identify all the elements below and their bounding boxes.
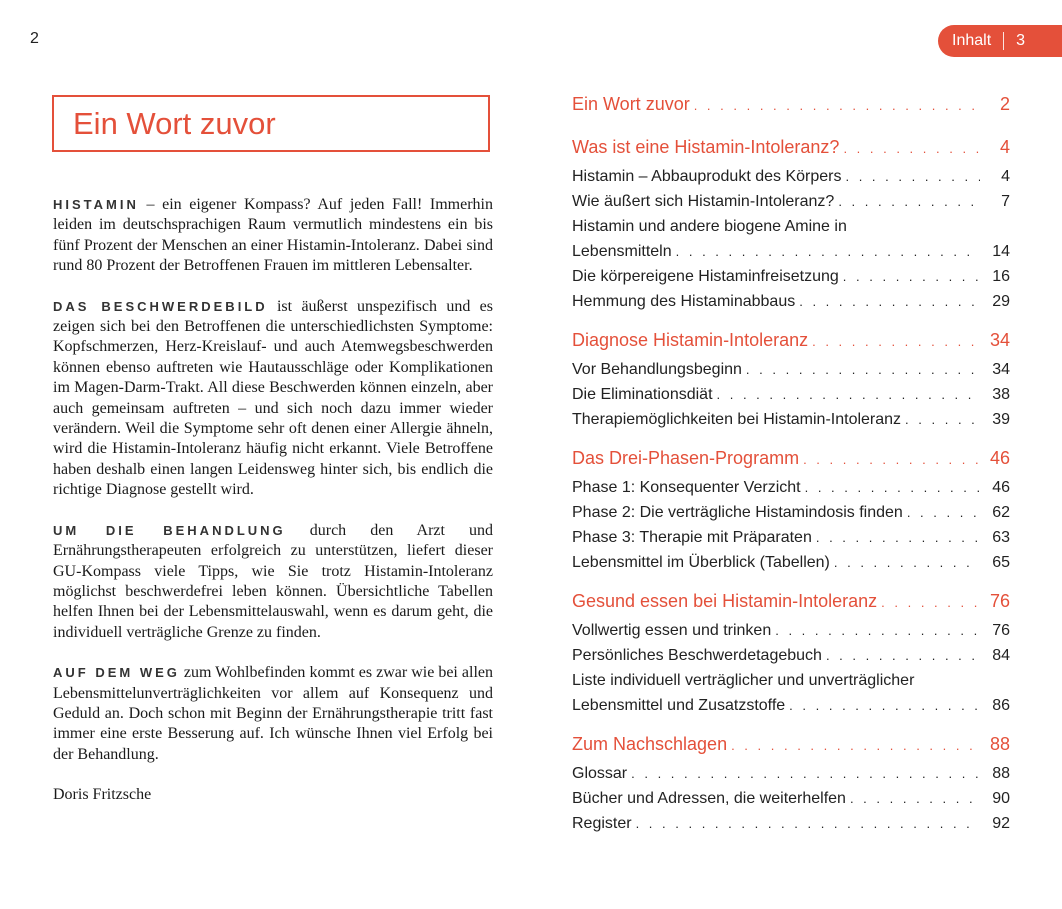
toc-entry[interactable]: [572, 357, 1010, 382]
toc-page: 76: [992, 622, 1010, 639]
toc-page: 7: [1001, 193, 1010, 210]
toc-label: Phase 1: Konsequenter Verzicht: [572, 479, 801, 496]
toc-leader: [826, 643, 980, 668]
toc-leader: [805, 475, 980, 500]
toc-label: Persönliches Beschwerdetagebuch: [572, 647, 822, 664]
toc-leader: [816, 525, 980, 550]
foreword-text: [53, 195, 493, 826]
toc-leader: [838, 189, 980, 214]
title-box: [52, 95, 490, 152]
toc-label: Ein Wort zuvor: [572, 94, 690, 114]
toc-entry[interactable]: [572, 525, 1010, 550]
toc-leader: [843, 134, 980, 164]
paragraph-lead: UM DIE BEHANDLUNG: [53, 522, 286, 538]
toc-label: Die Eliminationsdiät: [572, 386, 713, 403]
toc-page: 62: [992, 504, 1010, 521]
toc-leader: [676, 239, 980, 264]
toc-page: 14: [992, 243, 1010, 260]
toc-entry[interactable]: [572, 618, 1010, 643]
toc-page: 4: [999, 137, 1010, 157]
toc-entry-line[interactable]: [572, 214, 1010, 239]
toc-leader: [694, 91, 980, 121]
toc-leader: [803, 445, 980, 475]
toc-page: 29: [992, 293, 1010, 310]
table-of-contents: [572, 89, 1010, 836]
toc-label: Diagnose Histamin-Intoleranz: [572, 330, 809, 350]
toc-entry[interactable]: [572, 289, 1010, 314]
paragraph-text: durch den Arzt und Ernährungstherapeuten erfolgreich zu unterstützen, liefert dieser GU-Kompass viele Tipps, wie Sie trotz Histamin-Intoleranz möglichst beschwerdefrei leben können. Übersichtliche Tabellen helfen Ihnen bei der Lebensmittelauswahl, wenn es darum geht, die individuell verträgliche Grenze zu finden.: [53, 521, 494, 641]
toc-label: Wie äußert sich Histamin-Intoleranz?: [572, 193, 835, 210]
toc-chapter[interactable]: [572, 586, 1010, 616]
toc-leader: [775, 618, 980, 643]
toc-label: Zum Nachschlagen: [572, 734, 728, 754]
toc-page: 86: [992, 697, 1010, 714]
toc-leader: [789, 693, 980, 718]
toc-label: Histamin – Abbauprodukt des Körpers: [572, 168, 842, 185]
toc-entry[interactable]: [572, 550, 1010, 575]
toc-page: 92: [992, 815, 1010, 832]
paragraph-lead: HISTAMIN: [53, 197, 139, 212]
paragraph: [53, 195, 493, 277]
toc-leader: [834, 550, 980, 575]
toc-chapter[interactable]: [572, 325, 1010, 355]
paragraph-lead: AUF DEM WEG: [53, 665, 180, 681]
toc-page: 4: [1001, 168, 1010, 185]
paragraph: [53, 521, 493, 643]
toc-leader: [905, 407, 980, 432]
toc-label: Gesund essen bei Histamin-Intoleranz: [572, 591, 878, 611]
toc-label: Phase 3: Therapie mit Präparaten: [572, 529, 812, 546]
toc-entry[interactable]: [572, 164, 1010, 189]
toc-label: Glossar: [572, 765, 628, 782]
paragraph-lead: DAS BESCHWERDEBILD: [53, 298, 268, 314]
toc-label: Das Drei-Phasen-Programm: [572, 448, 800, 468]
toc-label: Liste individuell verträglicher und unverträglicher: [572, 672, 915, 689]
toc-chapter[interactable]: [572, 443, 1010, 473]
toc-page: 90: [992, 790, 1010, 807]
toc-entry[interactable]: [572, 693, 1010, 718]
toc-page: 2: [999, 94, 1010, 114]
toc-label: Therapiemöglichkeiten bei Histamin-Intoleranz: [572, 411, 902, 428]
paragraph-text: zum Wohlbefinden kommt es zwar wie bei allen Lebensmittelunverträglichkeiten vor allem auf Konsequenz und Geduld an. Doch schon mit Beginn der Ernährungstherapie tritt fast immer eine erste Besserung auf. Ich wünsche Ihnen viel Erfolg bei der Behandlung.: [53, 664, 493, 763]
paragraph-text: – ein eigener Kompass? Auf jeden Fall! Immerhin leiden im deutschsprachigen Raum vermutlich mindestens ein bis fünf Prozent der Menschen an einer Histamin-Intoleranz. Dabei sind rund 80 Prozent der Betroffenen Frauen im mittleren Lebensalter.: [53, 196, 493, 275]
section-tab-divider: [1003, 32, 1004, 50]
section-tab-label: Inhalt: [952, 32, 992, 49]
toc-entry[interactable]: [572, 264, 1010, 289]
toc-entry[interactable]: [572, 475, 1010, 500]
toc-page: 39: [992, 411, 1010, 428]
toc-chapter[interactable]: [572, 132, 1010, 162]
toc-entry[interactable]: [572, 189, 1010, 214]
toc-entry[interactable]: [572, 500, 1010, 525]
toc-entry[interactable]: [572, 239, 1010, 264]
section-tab-page: 3: [1016, 32, 1026, 49]
paragraph-text: ist äußerst unspezifisch und es zeigen sich bei den Betroffenen die unterschiedlichsten Symptome: Kopfschmerzen, Herz-Kreislauf- und auch Atemwegsbeschwerden können ebenso auftreten wie Hautausschläge oder Komplikationen im Magen-Darm-Trakt. All diese Beschwerden können einzeln, aber auch gemeinsam auftreten – und sich noch dazu immer wieder verändern. Weil die Symptome sehr oft denen einer Allergie ähneln, wird die Histamin-Intoleranz häufig nicht erkannt. Viele Betroffene haben deshalb einen langen Leidensweg hinter sich, bis endlich die richtige Diagnose gestellt wird.: [53, 297, 493, 499]
toc-page: 88: [992, 765, 1010, 782]
page-number-left: 2: [30, 30, 39, 47]
toc-label: Lebensmittel im Überblick (Tabellen): [572, 554, 830, 571]
paragraph: [53, 297, 493, 501]
toc-entry[interactable]: [572, 407, 1010, 432]
toc-page: 65: [992, 554, 1010, 571]
toc-entry[interactable]: [572, 382, 1010, 407]
paragraph: [53, 663, 493, 765]
toc-page: 63: [992, 529, 1010, 546]
toc-label: Register: [572, 815, 632, 832]
toc-page: 46: [989, 448, 1010, 468]
toc-leader: [636, 811, 980, 836]
toc-leader: [812, 327, 980, 357]
toc-leader: [850, 786, 980, 811]
toc-intro[interactable]: [572, 89, 1010, 119]
toc-leader: [799, 289, 980, 314]
toc-page: 46: [992, 479, 1010, 496]
toc-label: Lebensmitteln: [572, 243, 672, 260]
toc-leader: [907, 500, 980, 525]
toc-label: Vollwertig essen und trinken: [572, 622, 772, 639]
toc-leader: [746, 357, 980, 382]
toc-label: Die körpereigene Histaminfreisetzung: [572, 268, 839, 285]
toc-label: Phase 2: Die verträgliche Histamindosis finden: [572, 504, 903, 521]
toc-page: 34: [992, 361, 1010, 378]
toc-page: 88: [989, 734, 1010, 754]
toc-entry-line[interactable]: [572, 668, 1010, 693]
toc-label: Lebensmittel und Zusatzstoffe: [572, 697, 786, 714]
toc-page: 16: [992, 268, 1010, 285]
toc-label: Was ist eine Histamin-Intoleranz?: [572, 137, 840, 157]
toc-page: 76: [989, 591, 1010, 611]
toc-leader: [631, 761, 980, 786]
section-tab[interactable]: [938, 25, 1062, 57]
toc-leader: [843, 264, 980, 289]
toc-entry[interactable]: [572, 643, 1010, 668]
toc-page: 38: [992, 386, 1010, 403]
toc-leader: [881, 588, 980, 618]
toc-label: Vor Behandlungsbeginn: [572, 361, 742, 378]
toc-leader: [845, 164, 980, 189]
toc-chapter[interactable]: [572, 729, 1010, 759]
toc-page: 84: [992, 647, 1010, 664]
toc-label: Hemmung des Histaminabbaus: [572, 293, 796, 310]
toc-label: Histamin und andere biogene Amine in: [572, 218, 847, 235]
toc-entry[interactable]: [572, 786, 1010, 811]
toc-label: Bücher und Adressen, die weiterhelfen: [572, 790, 846, 807]
toc-leader: [731, 731, 980, 761]
page-title: Ein Wort zuvor: [73, 105, 276, 141]
toc-entry[interactable]: [572, 811, 1010, 836]
toc-entry[interactable]: [572, 761, 1010, 786]
toc-leader: [717, 382, 980, 407]
signature: Doris Fritzsche: [53, 786, 152, 804]
toc-page: 34: [989, 330, 1010, 350]
